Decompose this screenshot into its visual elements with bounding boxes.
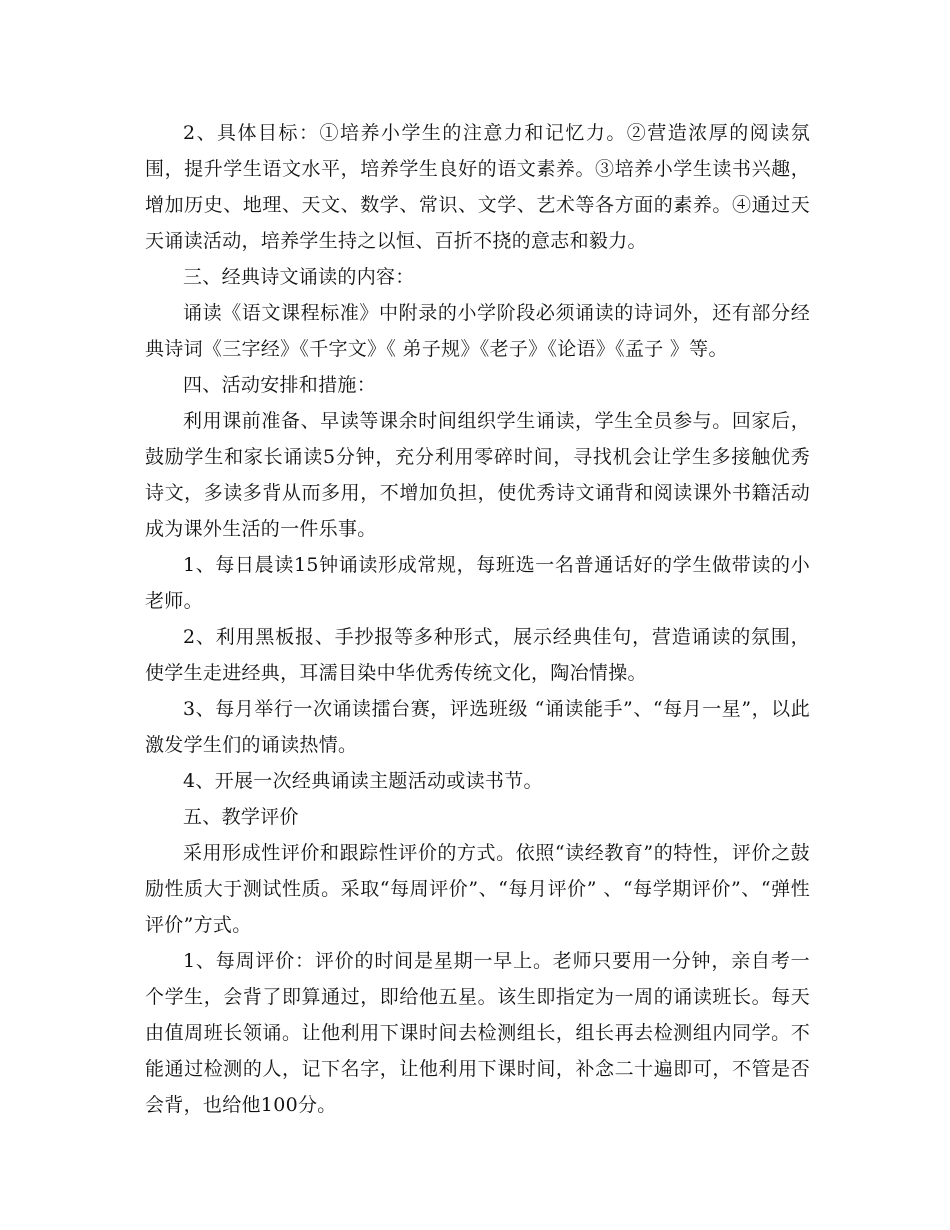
paragraph-item-3: 3、每月举行一次诵读擂台赛，评选班级 “诵读能手”、“每月一星”，以此激发学生们的诵读热情。 [145, 698, 810, 756]
paragraph-item-2: 2、利用黑板报、手抄报等多种形式，展示经典佳句，营造诵读的氛围，使学生走进经典，耳濡目染中华优秀传统文化，陶冶情操。 [145, 626, 810, 684]
paragraph-item-1: 1、每日晨读15钟诵读形成常规，每班选一名普通话好的学生做带读的小老师。 [145, 554, 810, 612]
heading-content: 三、经典诗文诵读的内容： [183, 266, 415, 288]
heading-evaluation: 五、教学评价 [183, 806, 299, 828]
paragraph-goals: 2、具体目标：①培养小学生的注意力和记忆力。②营造浓厚的阅读氛围，提升学生语文水平，培养学生良好的语文素养。③培养小学生读书兴趣，增加历史、地理、天文、数学、常识、文学、艺术等各方面的素养。④通过天天诵读活动，培养学生持之以恒、百折不挠的意志和毅力。 [145, 122, 810, 252]
heading-arrangements: 四、活动安排和措施： [183, 374, 377, 396]
paragraph-arrangements: 利用课前准备、早读等课余时间组织学生诵读，学生全员参与。回家后，鼓励学生和家长诵读5分钟，充分利用零碎时间，寻找机会让学生多接触优秀诗文，多读多背从而多用，不增加负担，使优秀诗文诵背和阅读课外书籍活动成为课外生活的一件乐事。 [145, 410, 810, 540]
paragraph-content: 诵读《语文课程标准》中附录的小学阶段必须诵读的诗词外，还有部分经典诗词《三字经》《千字文》《 弟子规》《老子》《论语》《孟子 》等。 [145, 302, 810, 360]
paragraph-evaluation: 采用形成性评价和跟踪性评价的方式。依照“读经教育”的特性，评价之鼓励性质大于测试性质。采取“每周评价”、“每月评价” 、“每学期评价”、“弹性评价”方式。 [145, 842, 810, 936]
paragraph-item-4: 4、开展一次经典诵读主题活动或读书节。 [183, 770, 543, 792]
paragraph-weekly-evaluation: 1、每周评价：评价的时间是星期一早上。老师只要用一分钟，亲自考一个学生，会背了即算通过，即给他五星。该生即指定为一周的诵读班长。每天由值周班长领诵。让他利用下课时间去检测组长，组长再去检测组内同学。不能通过检测的人，记下名字，让他利用下课时间，补念二十遍即可，不管是否会背，也给他100分。 [145, 950, 810, 1116]
